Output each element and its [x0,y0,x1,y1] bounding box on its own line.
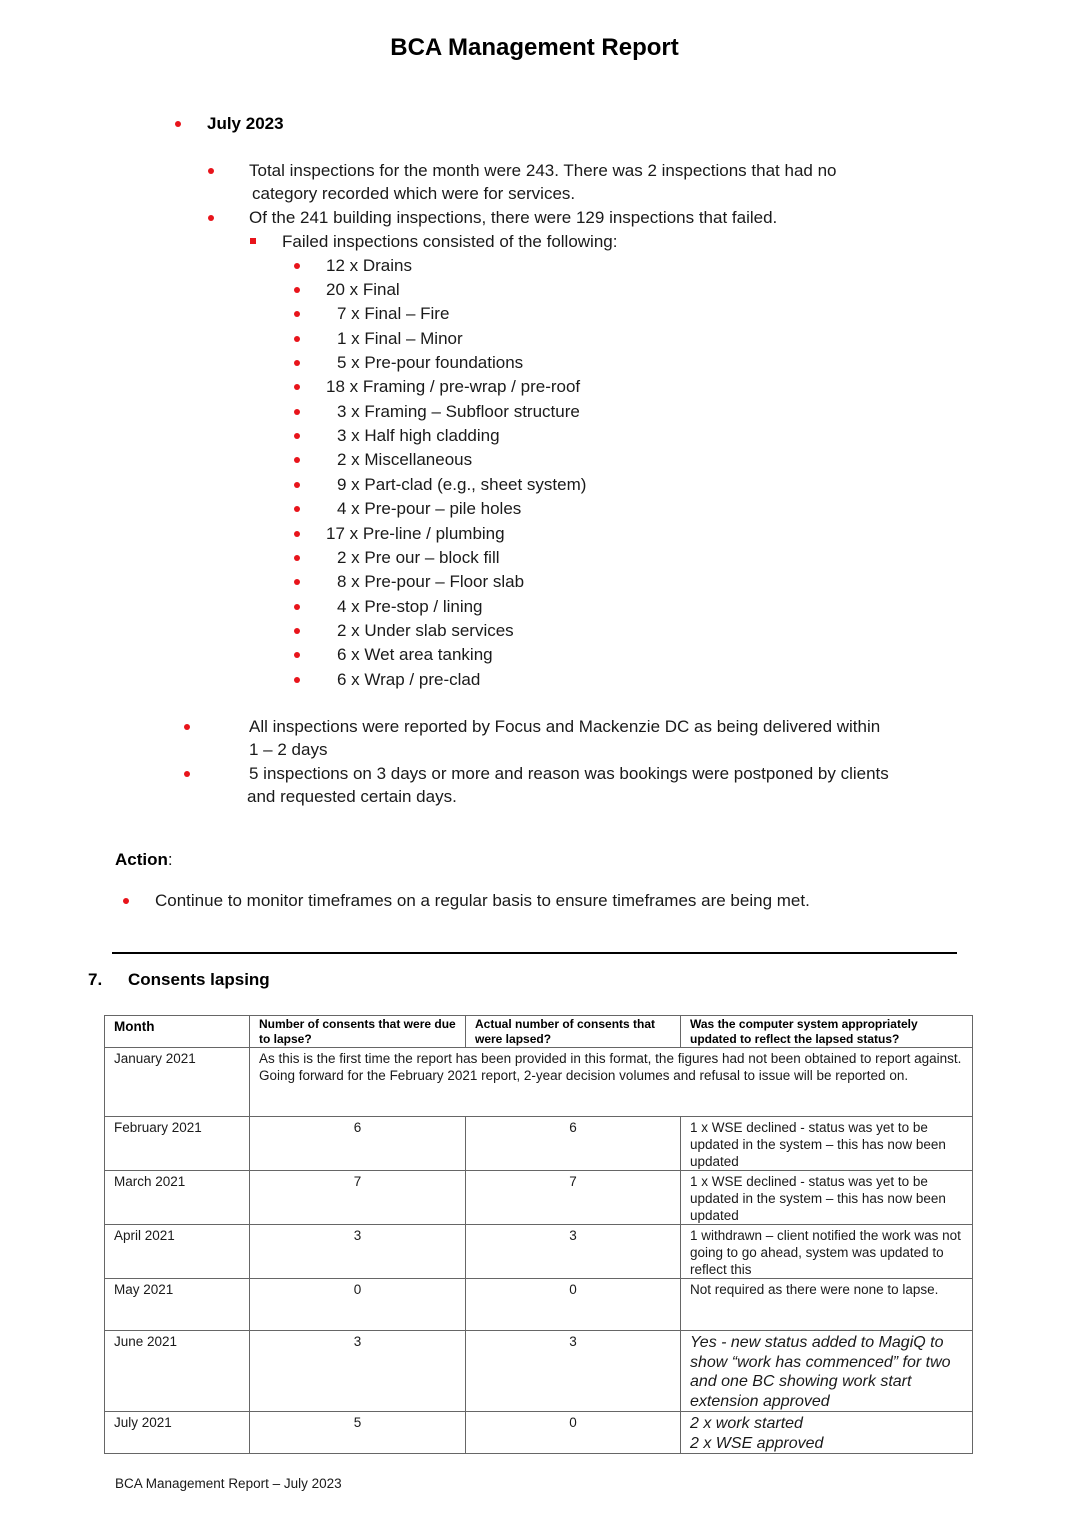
bullet-icon [294,263,300,269]
note-cell: As this is the first time the report has been provided in this format, the figures had not been obtained to report against. Going forward for the February 2021 report, 2-year decision volumes and refusal to issue will be reported on. [250,1048,973,1117]
bullet-icon [294,384,300,390]
action-heading [115,848,173,872]
bullet-icon [123,898,129,904]
bullet-icon [294,555,300,561]
summary-line: category recorded which were for services. [252,184,576,203]
bullet-icon [294,506,300,512]
bullet-icon [294,457,300,463]
month-cell: June 2021 [105,1331,250,1412]
updated-cell: 1 withdrawn – client notified the work was not going to go ahead, system was updated to reflect this [681,1225,973,1279]
failed-item: 2 x Pre our – block fill [337,548,500,567]
action-label: Action [115,850,168,869]
bullet-icon [208,215,214,221]
failed-item: 5 x Pre-pour foundations [337,353,524,372]
failed-item: 18 x Framing / pre-wrap / pre-roof [326,377,581,396]
due-cell: 3 [250,1331,466,1412]
failed-item: 4 x Pre-stop / lining [337,597,483,616]
month-cell: April 2021 [105,1225,250,1279]
lapsed-cell: 3 [466,1225,681,1279]
bullet-icon [294,336,300,342]
updated-cell: Not required as there were none to lapse. [681,1279,973,1331]
page-title: BCA Management Report [390,34,679,61]
column-header: Number of consents that were due to lapse? [250,1016,466,1048]
bullet-icon [294,287,300,293]
bullet-icon [294,579,300,585]
updated-cell: Yes - new status added to MagiQ to show “work has commenced” for two and one BC showing work start extension approved [681,1331,973,1412]
due-cell: 6 [250,1117,466,1171]
failed-item: 3 x Half high cladding [337,426,500,445]
bullet-icon [184,771,190,777]
failed-intro: Failed inspections consisted of the following: [282,232,618,251]
consents-table [104,1015,973,1454]
section-divider [112,952,957,954]
table-row [105,1279,973,1331]
square-bullet-icon [250,238,256,244]
bullet-icon [294,482,300,488]
failed-item: 4 x Pre-pour – pile holes [337,499,522,518]
month-cell: March 2021 [105,1171,250,1225]
failed-item: 17 x Pre-line / plumbing [326,524,505,543]
table-row [105,1117,973,1171]
column-header: Month [105,1016,250,1048]
bullet-icon [294,652,300,658]
month-heading: July 2023 [207,114,284,133]
failed-item: 3 x Framing – Subfloor structure [337,402,580,421]
updated-cell: 1 x WSE declined - status was yet to be updated in the system – this has now been updated [681,1171,973,1225]
bullet-icon [294,409,300,415]
lapsed-cell: 6 [466,1117,681,1171]
section-title: Consents lapsing [128,970,270,989]
failed-item: 12 x Drains [326,256,412,275]
bullet-icon [208,168,214,174]
delivery-note: 1 – 2 days [249,740,328,759]
delivery-note: 5 inspections on 3 days or more and reason was bookings were postponed by clients [249,764,889,783]
summary-line: Of the 241 building inspections, there were 129 inspections that failed. [249,208,778,227]
bullet-icon [294,311,300,317]
failed-item: 20 x Final [326,280,400,299]
month-cell: May 2021 [105,1279,250,1331]
bullet-icon [175,121,181,127]
failed-item: 2 x Miscellaneous [337,450,473,469]
delivery-note: and requested certain days. [247,787,457,806]
due-cell: 3 [250,1225,466,1279]
lapsed-cell: 7 [466,1171,681,1225]
table-header-row [105,1016,973,1048]
bullet-icon [294,531,300,537]
lapsed-cell: 0 [466,1412,681,1454]
due-cell: 0 [250,1279,466,1331]
failed-item: 1 x Final – Minor [337,329,463,348]
section-number: 7. [88,970,103,989]
summary-line: Total inspections for the month were 243. There was 2 inspections that had no [249,161,837,180]
lapsed-cell: 3 [466,1331,681,1412]
action-item: Continue to monitor timeframes on a regular basis to ensure timeframes are being met. [155,891,810,910]
month-cell: February 2021 [105,1117,250,1171]
bullet-icon [294,604,300,610]
column-header: Was the computer system appropriately updated to reflect the lapsed status? [681,1016,973,1048]
action-colon: : [167,850,173,869]
bullet-icon [294,360,300,366]
table-row [105,1225,973,1279]
column-header: Actual number of consents that were lapsed? [466,1016,681,1048]
due-cell: 7 [250,1171,466,1225]
failed-item: 2 x Under slab services [337,621,514,640]
table-row [105,1412,973,1454]
updated-cell: 2 x work started 2 x WSE approved [681,1412,973,1454]
delivery-note: All inspections were reported by Focus and Mackenzie DC as being delivered within [249,717,881,736]
failed-item: 6 x Wrap / pre-clad [337,670,481,689]
month-cell: July 2021 [105,1412,250,1454]
due-cell: 5 [250,1412,466,1454]
bullet-icon [184,724,190,730]
month-cell: January 2021 [105,1048,250,1117]
bullet-icon [294,628,300,634]
failed-item: 6 x Wet area tanking [337,645,493,664]
table-row [105,1048,973,1117]
table-row [105,1331,973,1412]
lapsed-cell: 0 [466,1279,681,1331]
table-row [105,1171,973,1225]
page-footer: BCA Management Report – July 2023 [115,1476,342,1491]
updated-cell: 1 x WSE declined - status was yet to be updated in the system – this has now been updated [681,1117,973,1171]
failed-item: 7 x Final – Fire [337,304,450,323]
bullet-icon [294,433,300,439]
bullet-icon [294,677,300,683]
failed-item: 9 x Part-clad (e.g., sheet system) [337,475,587,494]
failed-item: 8 x Pre-pour – Floor slab [337,572,525,591]
